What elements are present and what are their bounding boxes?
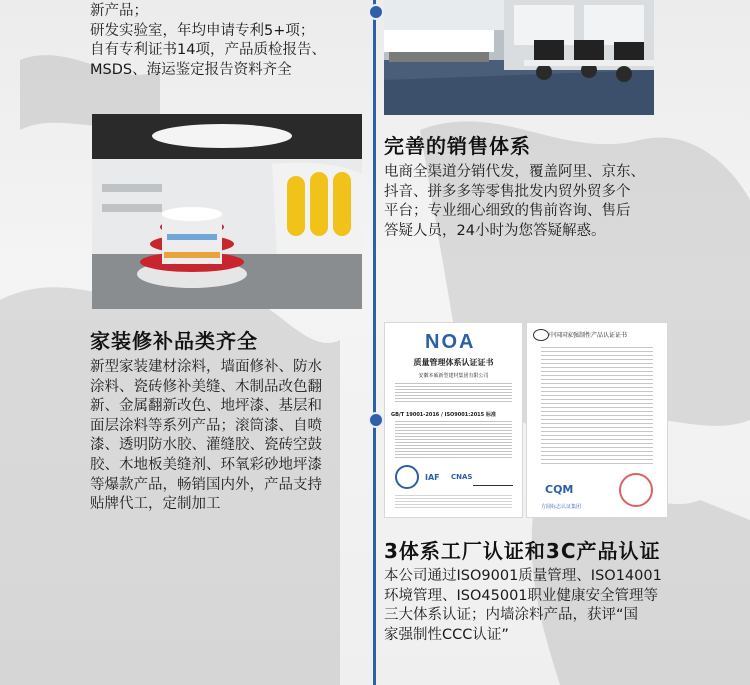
- ccc-header: 中国国家强制性产品认证证书: [549, 332, 628, 339]
- products-description: 新型家装建材涂料，墙面修补、防水 涂料、瓷砖修补美缝、木制品改色翻 新、金属翻新改色、地坪漆、基层和 面层涂料等系列产品；滚筒漆、自喷 漆、透明防水胶、灌缝胶、瓷砖空鼓 胶、木地板美缝剂、环氧彩砂地坪漆 等爆款产品，畅销国内外，产品支持 贴牌代工，定制加工: [90, 359, 322, 513]
- seal-icon: [395, 465, 419, 489]
- cqm-logo: CQM: [545, 483, 574, 496]
- certificate-company: 安徽本硕新型建材集团有限公司: [418, 373, 489, 379]
- research-description: 新产品； 研发实验室，年均申请专利5+项； 自有专利证书14项，产品质检报告、 MSDS、海运鉴定报告资料齐全: [90, 3, 326, 78]
- timeline-dot-icon: [368, 412, 384, 428]
- sales-heading: 完善的销售体系: [384, 134, 531, 158]
- noa-logo: NOA: [425, 331, 476, 353]
- cnas-badge: CNAS: [451, 473, 473, 481]
- iaf-badge: IAF: [425, 473, 440, 482]
- showroom-photo: [92, 114, 362, 309]
- certificate-text-lines: [395, 383, 512, 403]
- office-photo: [384, 0, 654, 115]
- certificate-footer-lines: [395, 495, 512, 509]
- sales-description: 电商全渠道分销代发，覆盖阿里、京东、 抖音、拼多多等零售批发内贸外贸多个 平台；专业细心细致的售前咨询、售后 答疑人员，24小时为您答疑解惑。: [384, 164, 645, 239]
- certs-heading: 3体系工厂认证和3C产品认证: [384, 539, 661, 563]
- certificate-title: 质量管理体系认证证书: [413, 358, 494, 367]
- ccc-logo-icon: [533, 329, 549, 341]
- timeline-line: [373, 0, 376, 685]
- certificate-standard: GB/T 19001-2016 / ISO9001:2015 标准: [391, 412, 496, 418]
- timeline-dot-icon: [368, 4, 384, 20]
- ccc-certificate: [526, 322, 668, 518]
- products-heading: 家装修补品类齐全: [90, 329, 258, 353]
- signature-line: [473, 471, 513, 486]
- ccc-body-lines: [541, 347, 653, 467]
- seal-icon: [619, 473, 653, 507]
- certificate-body-lines: [395, 421, 512, 459]
- certs-description: 本公司通过ISO9001质量管理、ISO14001 环境管理、ISO45001职业健康安全管理等 三大体系认证；内墙涂料产品，获评“国 家强制性CCC认证”: [384, 568, 662, 643]
- ccc-footer: 方圆标志认证集团: [541, 504, 582, 510]
- certificates-image: [384, 322, 667, 518]
- quality-certificate: [384, 322, 523, 518]
